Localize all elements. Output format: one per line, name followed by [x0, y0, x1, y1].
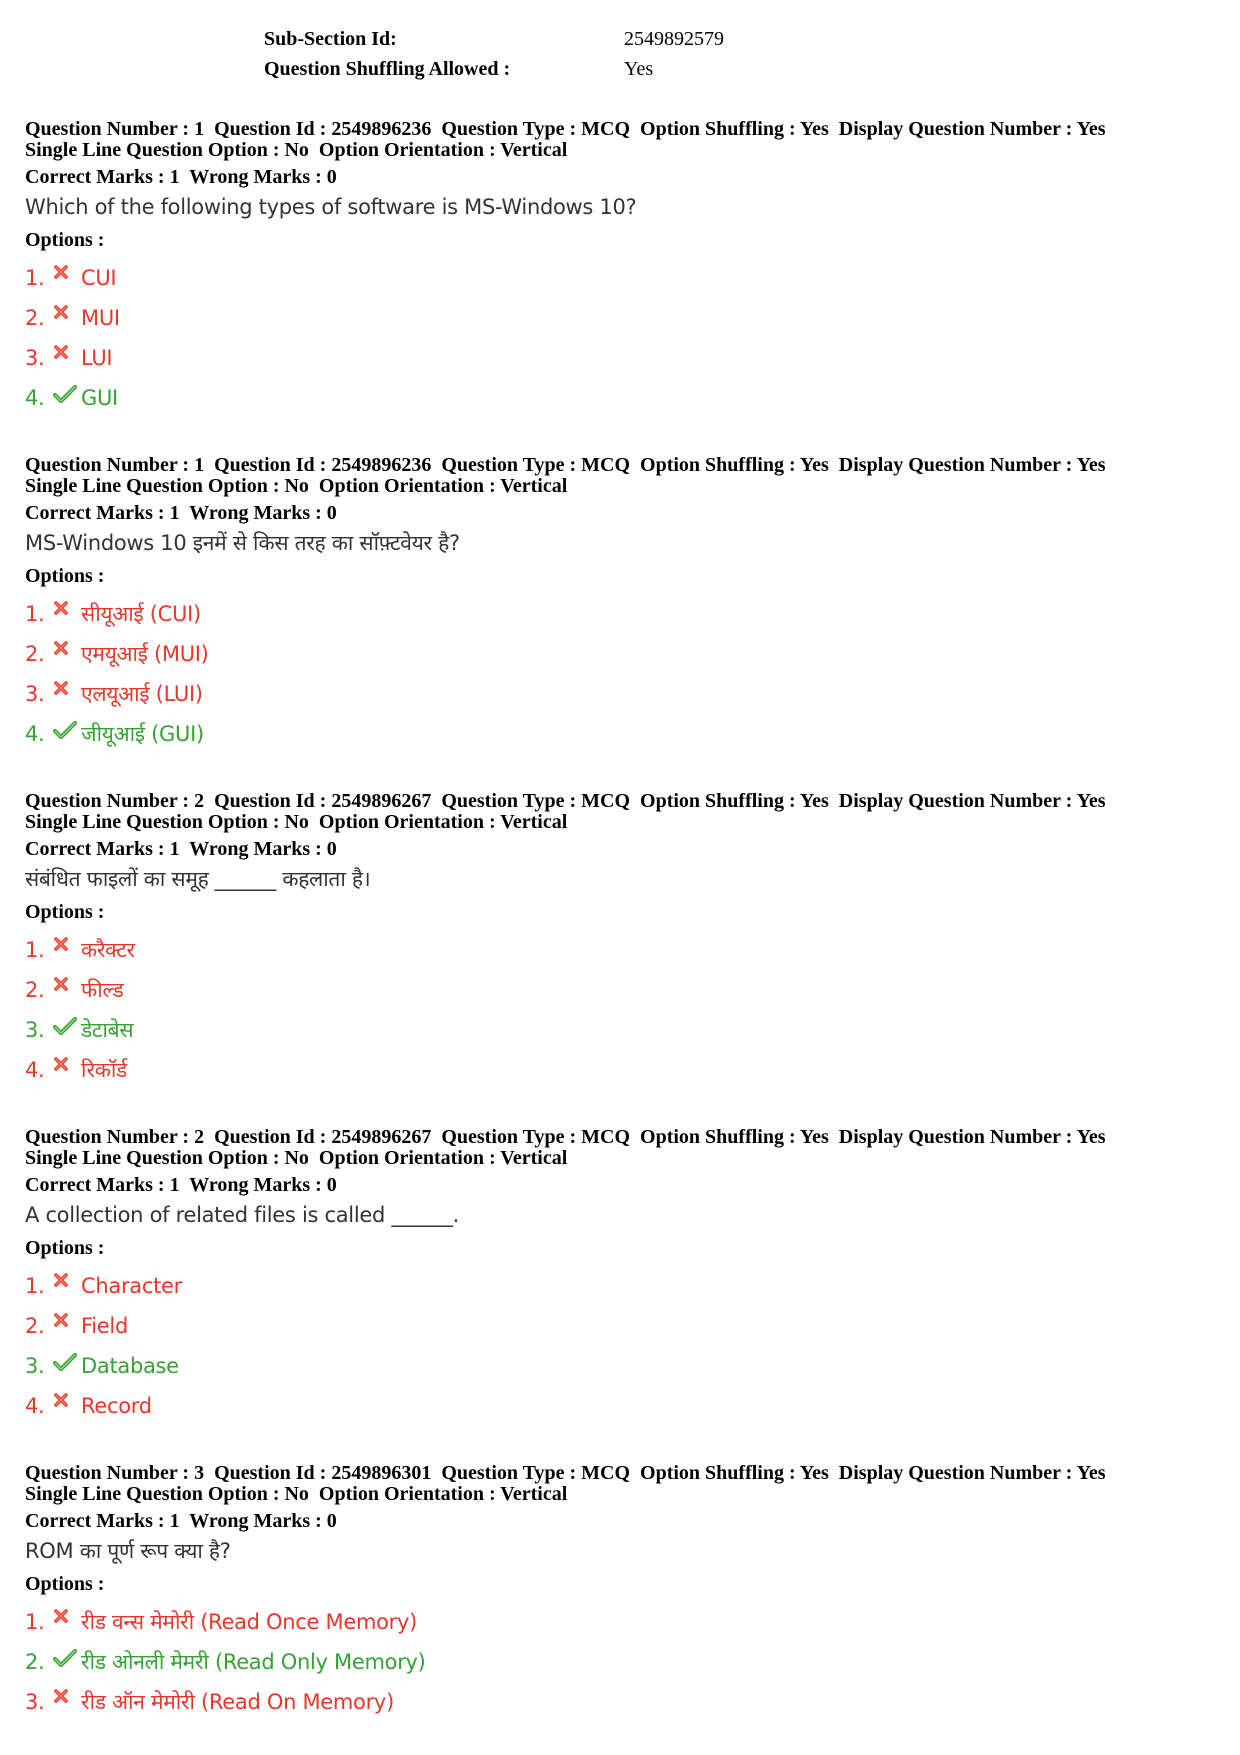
- cross-icon: [53, 1272, 81, 1300]
- question-marks: Correct Marks : 1 Wrong Marks : 0: [25, 502, 337, 524]
- option-text: GUI: [81, 386, 118, 410]
- option-item: [25, 1346, 1225, 1386]
- option-number: 2.: [25, 978, 45, 1002]
- option-text: फील्ड: [81, 978, 124, 1002]
- option-item: [25, 258, 1225, 298]
- question-text: A collection of related files is called ______.: [25, 1203, 459, 1227]
- option-text: Record: [81, 1394, 152, 1418]
- cross-icon: [53, 640, 81, 668]
- options-list: [25, 930, 1225, 1090]
- question-block: [25, 1127, 1225, 1426]
- option-item: [25, 1602, 1225, 1642]
- question-text: MS-Windows 10 इनमें से किस तरह का सॉफ़्टवेयर है?: [25, 531, 460, 555]
- option-text: करैक्टर: [81, 938, 135, 962]
- option-item: [25, 1050, 1225, 1090]
- option-number: 4.: [25, 722, 45, 746]
- subsection-id-label: Sub-Section Id:: [264, 27, 397, 50]
- option-text: रीड ऑन मेमोरी (Read On Memory): [81, 1690, 394, 1714]
- question-meta-line-2: Single Line Question Option : No Option Orientation : Vertical: [25, 1483, 568, 1505]
- option-text: रीड वन्स मेमोरी (Read Once Memory): [81, 1610, 418, 1634]
- option-text: Field: [81, 1314, 128, 1338]
- cross-icon: [53, 1312, 81, 1340]
- option-text: रीड ओनली मेमरी (Read Only Memory): [81, 1650, 426, 1674]
- cross-icon: [53, 680, 81, 708]
- cross-icon: [53, 1608, 81, 1636]
- option-number: 3.: [25, 682, 45, 706]
- option-number: 3.: [25, 1354, 45, 1378]
- question-text: संबंधित फाइलों का समूह ______ कहलाता है।: [25, 867, 371, 891]
- cross-icon: [53, 1688, 81, 1716]
- subsection-id-row: [264, 24, 724, 54]
- cross-icon: [53, 344, 81, 372]
- question-block: [25, 791, 1225, 1090]
- question-meta-line-2: Single Line Question Option : No Option Orientation : Vertical: [25, 475, 568, 497]
- options-list: [25, 1266, 1225, 1426]
- check-icon: [53, 1352, 81, 1380]
- option-item: [25, 1010, 1225, 1050]
- option-number: 2.: [25, 642, 45, 666]
- question-meta-line-1: Question Number : 1 Question Id : 2549896236 Question Type : MCQ Option Shuffling : Yes Display Question Number : Yes: [25, 454, 1106, 476]
- question-text: Which of the following types of software is MS-Windows 10?: [25, 195, 637, 219]
- option-text: Character: [81, 1274, 182, 1298]
- option-number: 1.: [25, 1610, 45, 1634]
- question-shuffling-value: Yes: [624, 57, 654, 80]
- option-item: [25, 970, 1225, 1010]
- option-number: 3.: [25, 346, 45, 370]
- option-item: [25, 1642, 1225, 1682]
- question-meta-line-1: Question Number : 3 Question Id : 2549896301 Question Type : MCQ Option Shuffling : Yes Display Question Number : Yes: [25, 1462, 1106, 1484]
- option-number: 4.: [25, 1058, 45, 1082]
- subsection-header: [264, 24, 724, 84]
- cross-icon: [53, 304, 81, 332]
- question-shuffling-row: [264, 54, 724, 84]
- check-icon: [53, 1016, 81, 1044]
- option-text: सीयूआई (CUI): [81, 602, 201, 626]
- question-meta-line-1: Question Number : 1 Question Id : 2549896236 Question Type : MCQ Option Shuffling : Yes Display Question Number : Yes: [25, 118, 1106, 140]
- option-text: Database: [81, 1354, 179, 1378]
- question-meta-line-1: Question Number : 2 Question Id : 2549896267 Question Type : MCQ Option Shuffling : Yes Display Question Number : Yes: [25, 1126, 1106, 1148]
- option-text: रिकॉर्ड: [81, 1058, 127, 1082]
- question-meta-line-2: Single Line Question Option : No Option Orientation : Vertical: [25, 811, 568, 833]
- check-icon: [53, 384, 81, 412]
- option-text: MUI: [81, 306, 120, 330]
- option-number: 4.: [25, 386, 45, 410]
- option-text: LUI: [81, 346, 113, 370]
- cross-icon: [53, 600, 81, 628]
- option-number: 2.: [25, 306, 45, 330]
- option-text: एलयूआई (LUI): [81, 682, 203, 706]
- subsection-id-value: 2549892579: [624, 27, 724, 50]
- options-label: Options :: [25, 229, 105, 251]
- check-icon: [53, 1648, 81, 1676]
- option-item: [25, 714, 1225, 754]
- option-item: [25, 1386, 1225, 1426]
- cross-icon: [53, 264, 81, 292]
- option-item: [25, 674, 1225, 714]
- question-meta-line-2: Single Line Question Option : No Option Orientation : Vertical: [25, 1147, 568, 1169]
- question-marks: Correct Marks : 1 Wrong Marks : 0: [25, 166, 337, 188]
- option-item: [25, 594, 1225, 634]
- question-meta-line-2: Single Line Question Option : No Option Orientation : Vertical: [25, 139, 568, 161]
- options-list: [25, 258, 1225, 418]
- option-item: [25, 298, 1225, 338]
- option-item: [25, 1306, 1225, 1346]
- cross-icon: [53, 1056, 81, 1084]
- option-item: [25, 634, 1225, 674]
- option-number: 1.: [25, 602, 45, 626]
- option-number: 2.: [25, 1650, 45, 1674]
- question-text: ROM का पूर्ण रूप क्या है?: [25, 1539, 231, 1563]
- question-marks: Correct Marks : 1 Wrong Marks : 0: [25, 1510, 337, 1532]
- question-marks: Correct Marks : 1 Wrong Marks : 0: [25, 838, 337, 860]
- option-item: [25, 1682, 1225, 1722]
- option-number: 3.: [25, 1690, 45, 1714]
- question-shuffling-label: Question Shuffling Allowed :: [264, 57, 511, 80]
- options-label: Options :: [25, 1237, 105, 1259]
- options-list: [25, 594, 1225, 754]
- option-item: [25, 378, 1225, 418]
- question-meta-line-1: Question Number : 2 Question Id : 2549896267 Question Type : MCQ Option Shuffling : Yes Display Question Number : Yes: [25, 790, 1106, 812]
- options-list: [25, 1602, 1225, 1722]
- check-icon: [53, 720, 81, 748]
- option-item: [25, 1266, 1225, 1306]
- options-label: Options :: [25, 901, 105, 923]
- option-number: 1.: [25, 1274, 45, 1298]
- option-text: डेटाबेस: [81, 1018, 134, 1042]
- option-text: एमयूआई (MUI): [81, 642, 209, 666]
- question-block: [25, 455, 1225, 754]
- cross-icon: [53, 936, 81, 964]
- option-number: 4.: [25, 1394, 45, 1418]
- cross-icon: [53, 1392, 81, 1420]
- option-item: [25, 338, 1225, 378]
- cross-icon: [53, 976, 81, 1004]
- option-item: [25, 930, 1225, 970]
- question-marks: Correct Marks : 1 Wrong Marks : 0: [25, 1174, 337, 1196]
- option-number: 1.: [25, 938, 45, 962]
- option-number: 1.: [25, 266, 45, 290]
- question-block: [25, 119, 1225, 418]
- option-number: 2.: [25, 1314, 45, 1338]
- option-text: CUI: [81, 266, 117, 290]
- options-label: Options :: [25, 1573, 105, 1595]
- options-label: Options :: [25, 565, 105, 587]
- question-block: [25, 1463, 1225, 1722]
- option-number: 3.: [25, 1018, 45, 1042]
- option-text: जीयूआई (GUI): [81, 722, 204, 746]
